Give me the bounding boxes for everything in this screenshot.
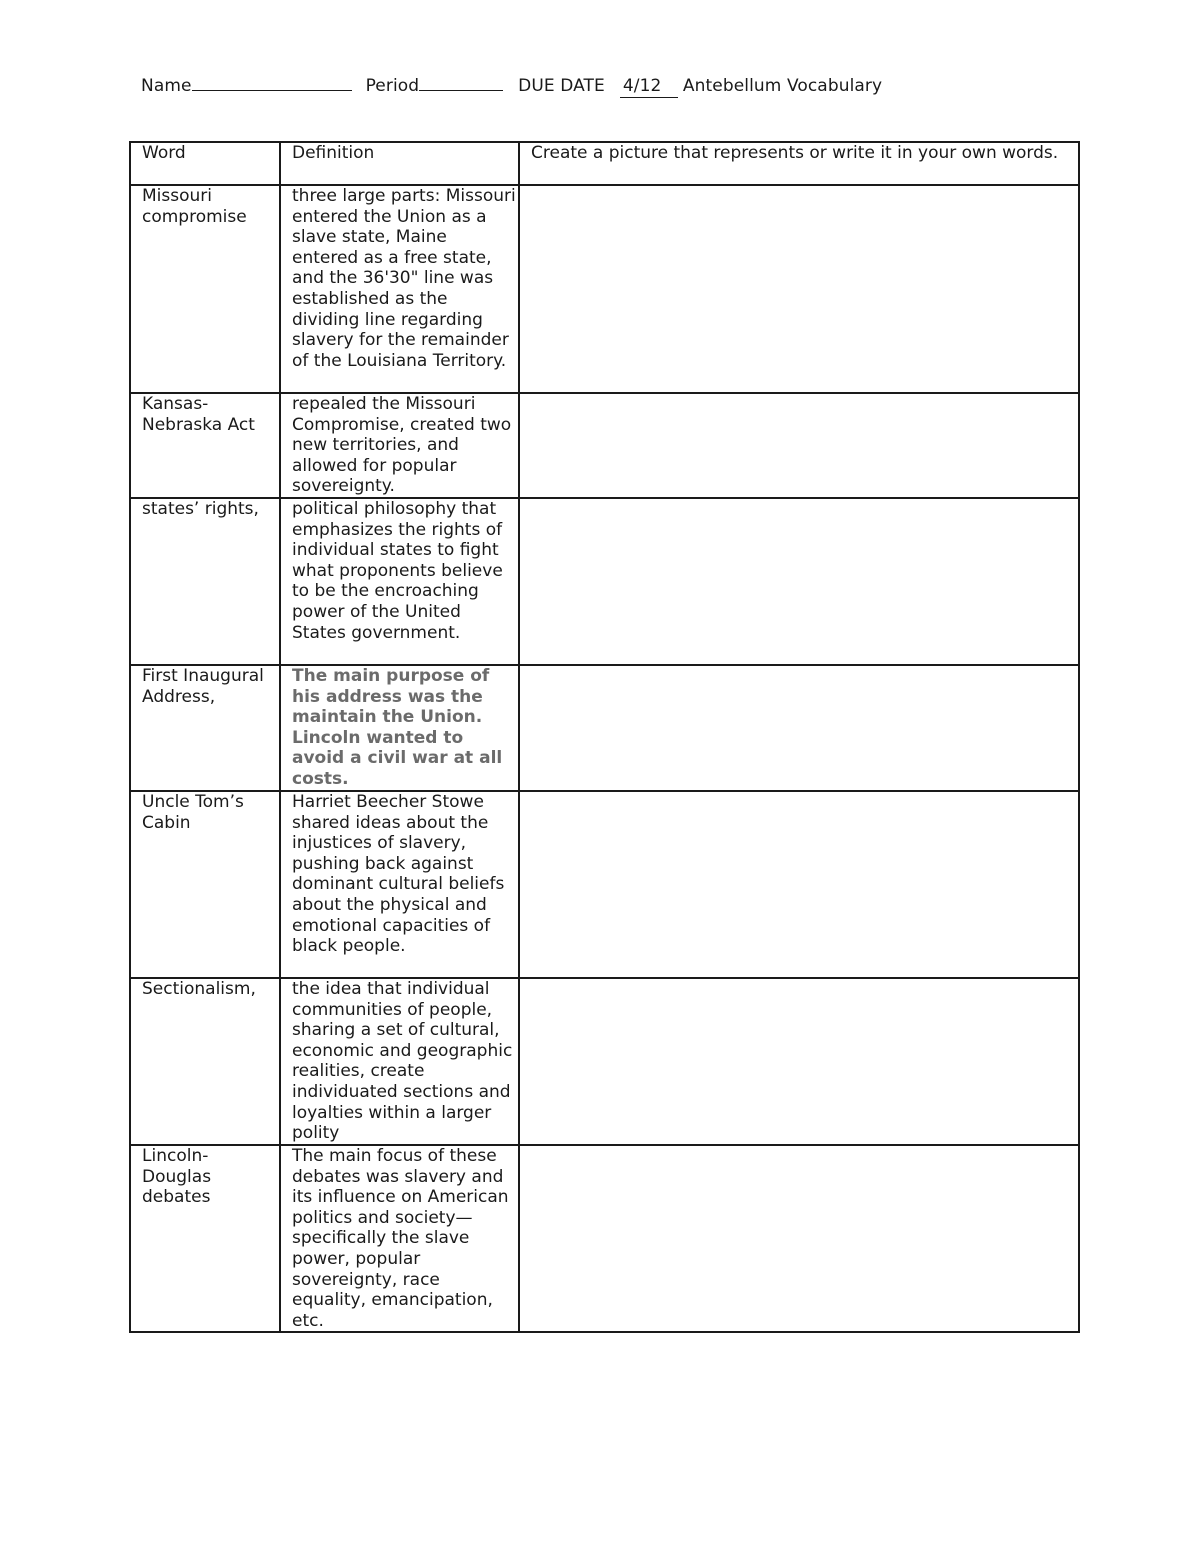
table-header-row (130, 142, 1079, 185)
period-blank-line[interactable] (419, 74, 503, 91)
word-cell: Kansas-Nebraska Act (130, 393, 280, 498)
table-row (130, 498, 1079, 665)
worksheet-header (141, 74, 882, 98)
picture-cell[interactable] (519, 498, 1079, 665)
table-row (130, 791, 1079, 978)
definition-cell: repealed the Missouri Compromise, created two new territories, and allowed for popular sovereignty. (280, 393, 519, 498)
picture-cell[interactable] (519, 665, 1079, 791)
worksheet-title: Antebellum Vocabulary (682, 76, 883, 96)
column-header-word: Word (130, 142, 280, 185)
name-label: Name (141, 76, 192, 96)
column-header-picture: Create a picture that represents or write it in your own words. (519, 142, 1079, 185)
picture-cell[interactable] (519, 791, 1079, 978)
period-label: Period (365, 76, 420, 96)
vocabulary-table (129, 141, 1080, 1333)
name-blank-line[interactable] (192, 74, 352, 91)
word-cell: states’ rights, (130, 498, 280, 665)
definition-cell: The main purpose of his address was the maintain the Union. Lincoln wanted to avoid a civil war at all costs. (280, 665, 519, 791)
definition-cell: three large parts: Missouri entered the Union as a slave state, Maine entered as a free state, and the 36'30" line was established as the dividing line regarding slavery for the remainder of the Louisiana Territory. (280, 185, 519, 393)
table-row (130, 978, 1079, 1145)
picture-cell[interactable] (519, 978, 1079, 1145)
definition-cell: Harriet Beecher Stowe shared ideas about the injustices of slavery, pushing back against dominant cultural beliefs about the physical and emotional capacities of black people. (280, 791, 519, 978)
table-row (130, 185, 1079, 393)
word-cell: Missouri compromise (130, 185, 280, 393)
due-date-value: 4/12 (620, 75, 678, 98)
due-date-label: DUE DATE (518, 76, 605, 96)
picture-cell[interactable] (519, 1145, 1079, 1332)
table-row (130, 665, 1079, 791)
picture-cell[interactable] (519, 393, 1079, 498)
picture-cell[interactable] (519, 185, 1079, 393)
definition-cell: the idea that individual communities of people, sharing a set of cultural, economic and geographic realities, create individuated sections and loyalties within a larger polity (280, 978, 519, 1145)
column-header-definition: Definition (280, 142, 519, 185)
table-row (130, 393, 1079, 498)
definition-cell: The main focus of these debates was slavery and its influence on American politics and society—specifically the slave power, popular sovereignty, race equality, emancipation, etc. (280, 1145, 519, 1332)
table-row (130, 1145, 1079, 1332)
word-cell: Uncle Tom’s Cabin (130, 791, 280, 978)
word-cell: First Inaugural Address, (130, 665, 280, 791)
word-cell: Lincoln-Douglas debates (130, 1145, 280, 1332)
word-cell: Sectionalism, (130, 978, 280, 1145)
definition-cell: political philosophy that emphasizes the rights of individual states to fight what proponents believe to be the encroaching power of the United States government. (280, 498, 519, 665)
